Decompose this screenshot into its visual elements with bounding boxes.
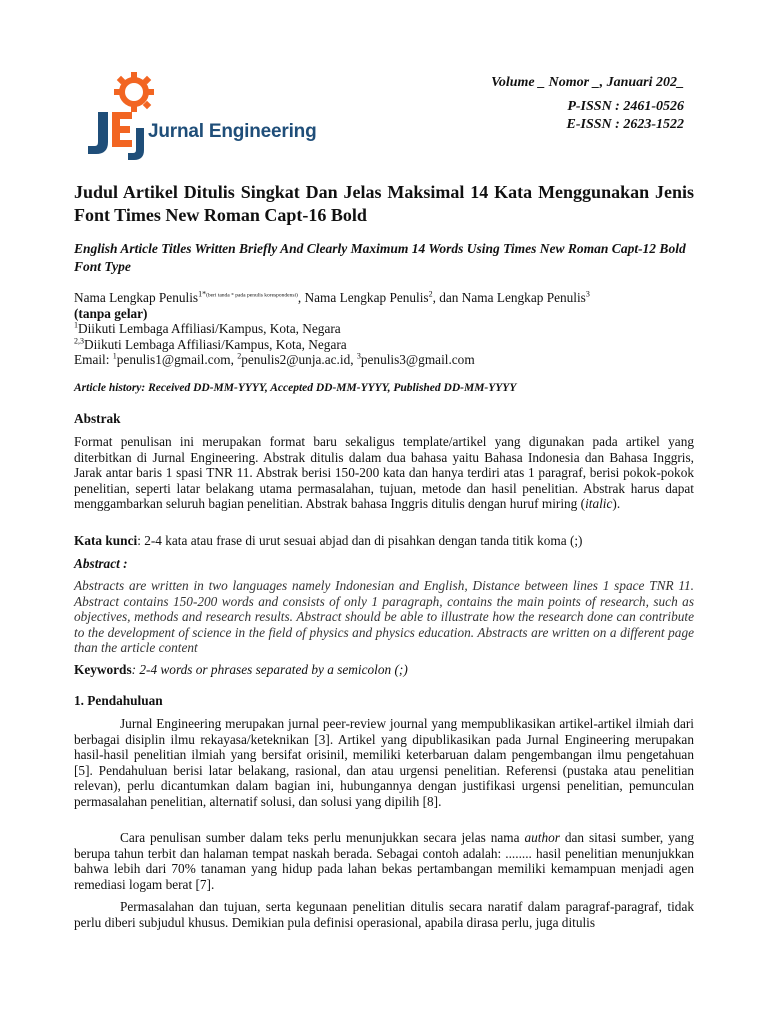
abstrak-heading: Abstrak [74, 411, 121, 426]
keywords-text: : 2-4 words or phrases separated by a semicolon (;) [131, 662, 408, 677]
corresponding-note: (beri tanda * pada penulis korespondensi) [206, 292, 298, 299]
affiliation-1-sup: 1 [74, 320, 78, 330]
keywords [74, 662, 694, 678]
p2-part-a: Cara penulisan sumber dalam teks perlu menunjukkan secara jelas nama [120, 830, 525, 845]
p2-part-b: dan sitasi sumber, yang berupa tahun terbit dan halaman tempat naskah berada. Sebagai contoh adalah: ........ hasil penelitian menunjukkan bahwa lebih dari 70% tanaman yang hidup pada lahan bekas pertambangan memiliki kemampuan menjadi agen remediasi logam berat [7]. [74, 830, 694, 892]
affiliation-2 [74, 337, 694, 353]
abstract-text: Abstracts are written in two languages namely Indonesian and English, Distance between lines 1 space TNR 11. Abstract contains 150-200 words and consists of only 1 paragraph, contains the main points of research, such as objectives, methods and research results. Abstract should be able to illustrate how the research done can contribute to the development of science in the field of physics and physics education. Abstracts are written on a different page than the article content [74, 578, 694, 656]
author-1-sup: 1* [198, 289, 207, 299]
email-3: penulis3@gmail.com [360, 352, 475, 368]
section-1-heading: 1. Pendahuluan [74, 693, 163, 708]
journal-logo-text: Jurnal Engineering [148, 121, 317, 142]
author-3-sup: 3 [585, 289, 590, 299]
email-1: penulis1@gmail.com, [116, 352, 238, 368]
e-issn: E-ISSN : 2623-1522 [566, 117, 684, 132]
author-separator: , [297, 290, 305, 305]
affiliation-1 [74, 321, 694, 337]
abstract-heading: Abstract : [74, 556, 128, 571]
p-issn: P-ISSN : 2461-0526 [567, 99, 684, 114]
abstrak-italic-word: italic [585, 496, 613, 512]
journal-logo [72, 70, 334, 166]
affiliation-2-sup: 2,3 [74, 336, 84, 346]
author-block [74, 290, 694, 368]
article-subtitle-english: English Article Titles Written Briefly And Clearly Maximum 14 Words Using Times New Roman Capt-12 Bold Font Type [74, 241, 686, 274]
affiliation-2-text: Diikuti Lembaga Affiliasi/Kampus, Kota, Negara [84, 336, 347, 352]
kata-kunci-text: : 2-4 kata atau frase di urut sesuai abjad dan di pisahkan dengan tanda titik koma (;) [137, 533, 583, 548]
email-3-sup: 3 [356, 351, 361, 361]
affiliation-1-text: Diikuti Lembaga Affiliasi/Kampus, Kota, Negara [78, 321, 341, 337]
author-line [74, 290, 694, 306]
jej-monogram-icon [82, 72, 162, 164]
author-2-name: Nama Lengkap Penulis [304, 290, 429, 305]
article-history: Article history: Received DD-MM-YYYY, Accepted DD-MM-YYYY, Published DD-MM-YYYY [74, 382, 517, 394]
email-2-sup: 2 [237, 351, 242, 361]
volume-info: Volume _ Nomor _, Januari 202_ [491, 75, 684, 90]
email-2: penulis2@unja.ac.id, [241, 352, 357, 368]
abstrak-body: Format penulisan ini merupakan format baru sekaligus template/artikel yang digunakan pada artikel yang diterbitkan di Jurnal Engineering. Abstrak ditulis dalam dua bahasa yaitu Bahasa Indonesia dan Bahasa Inggris, Jarak antar baris 1 spasi TNR 11. Abstrak berisi 150-200 kata dan hanya terdiri atas 1 paragraf, berisi pokok-pokok penelitian, seperti latar belakang utama permasalahan, tujuan, metode dan hasil penelitian. Abstrak harus dapat menggambarkan seluruh bagian penelitian. Abstrak bahasa Inggris ditulis dengan huruf miring ( [74, 434, 694, 512]
kata-kunci-label: Kata kunci [74, 533, 138, 548]
author-1-name: Nama Lengkap Penulis [74, 290, 199, 305]
degree-note: (tanpa gelar) [74, 305, 148, 321]
author-3-name: Nama Lengkap Penulis [461, 290, 586, 305]
section-1-paragraph-2 [74, 830, 694, 892]
kata-kunci [74, 533, 694, 549]
abstrak-text [74, 434, 694, 512]
email-line [74, 352, 694, 368]
p2-italic-word: author [524, 830, 560, 845]
section-1-paragraph-1: Jurnal Engineering merupakan jurnal peer-review journal yang mempublikasikan artikel-artikel ilmiah dari berbagai disiplin ilmu rekayasa/keteknikan [3]. Artikel yang dipublikasikan pada Jurnal Engineering merupakan hasil-hasil penelitian ilmiah yang bersifat orisinil, memiliki keterbaruan dalam pengembangan ilmu pengetahuan [5]. Pendahuluan berisi latar belakang, rasional, dan atau urgensi penelitian. Referensi (pustaka atau penelitian relevan), perlu dicantumkan dalam bagian ini, hubungannya dengan justifikasi urgensi penelitian, pemunculan permasalahan penelitian, alternatif solusi, dan solusi yang dipilih [8]. [74, 716, 694, 809]
section-1-paragraph-3: Permasalahan dan tujuan, serta kegunaan penelitian ditulis secara naratif dalam paragraf-paragraf, tidak perlu diberi subjudul khusus. Demikian pula definisi operasional, apabila dirasa perlu, juga ditulis [74, 899, 694, 930]
keywords-label: Keywords [74, 662, 132, 677]
email-label: Email: [74, 352, 113, 368]
abstrak-end: ). [612, 496, 621, 512]
author-separator: , dan [432, 290, 462, 305]
email-1-sup: 1 [112, 351, 117, 361]
article-title: Judul Artikel Ditulis Singkat Dan Jelas Maksimal 14 Kata Menggunakan Jenis Font Times New Roman Capt-16 Bold [74, 182, 694, 225]
author-2-sup: 2 [428, 289, 433, 299]
